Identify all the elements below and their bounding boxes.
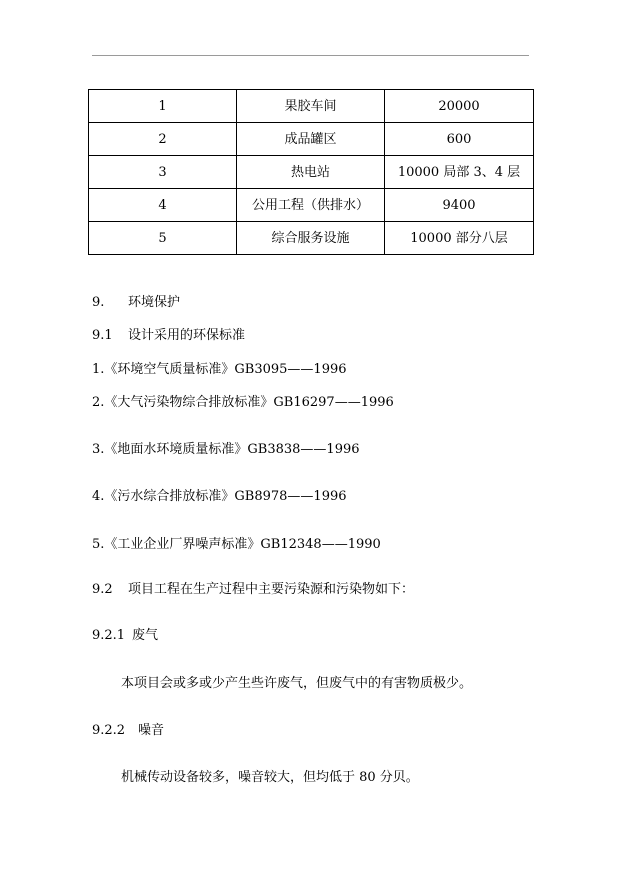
facility-area: 600 xyxy=(385,123,534,156)
section-9-1-heading xyxy=(92,328,245,344)
facility-name: 综合服务设施 xyxy=(237,222,385,255)
facility-name: 公用工程（供排水） xyxy=(237,189,385,222)
facility-area: 20000 xyxy=(385,90,534,123)
row-number: 1 xyxy=(89,90,237,123)
section-number: 9.2 xyxy=(92,582,113,597)
table-row xyxy=(89,123,534,156)
section-title: 项目工程在生产过程中主要污染源和污染物如下： xyxy=(128,582,415,597)
facility-area: 10000 部分八层 xyxy=(385,222,534,255)
section-9-2-heading xyxy=(92,582,414,598)
section-number: 9.2.2 xyxy=(92,723,126,738)
section-9-2-2-heading xyxy=(92,723,164,739)
row-number: 5 xyxy=(89,222,237,255)
standard-item: 4.《污水综合排放标准》GB8978——1996 xyxy=(92,489,347,504)
section-title: 噪音 xyxy=(138,723,165,738)
row-number: 4 xyxy=(89,189,237,222)
facility-area: 10000 局部 3、4 层 xyxy=(385,156,534,189)
facility-name: 成品罐区 xyxy=(237,123,385,156)
section-number: 9. xyxy=(92,295,105,310)
standard-item: 2.《大气污染物综合排放标准》GB16297——1996 xyxy=(92,395,394,410)
facility-name: 热电站 xyxy=(237,156,385,189)
table-row xyxy=(89,189,534,222)
table-row xyxy=(89,90,534,123)
section-number: 9.1 xyxy=(92,328,113,343)
standard-item: 1.《环境空气质量标准》GB3095——1996 xyxy=(92,362,347,377)
standard-item: 5.《工业企业厂界噪声标准》GB12348——1990 xyxy=(92,537,381,552)
section-title: 环境保护 xyxy=(128,295,181,310)
facility-area: 9400 xyxy=(385,189,534,222)
section-number: 9.2.1 xyxy=(92,628,126,643)
exhaust-gas-paragraph: 本项目会或多或少产生些许废气，但废气中的有害物质极少。 xyxy=(121,676,473,691)
facility-table xyxy=(88,89,534,255)
section-title: 设计采用的环保标准 xyxy=(128,328,246,343)
row-number: 3 xyxy=(89,156,237,189)
noise-paragraph: 机械传动设备较多，噪音较大，但均低于 80 分贝。 xyxy=(121,770,419,785)
facility-name: 果胶车间 xyxy=(237,90,385,123)
section-title: 废气 xyxy=(132,628,159,643)
header-rule xyxy=(92,55,529,56)
row-number: 2 xyxy=(89,123,237,156)
standard-item: 3.《地面水环境质量标准》GB3838——1996 xyxy=(92,442,360,457)
section-9-heading xyxy=(92,295,180,311)
section-9-2-1-heading xyxy=(92,628,158,644)
table-row xyxy=(89,222,534,255)
table-row xyxy=(89,156,534,189)
